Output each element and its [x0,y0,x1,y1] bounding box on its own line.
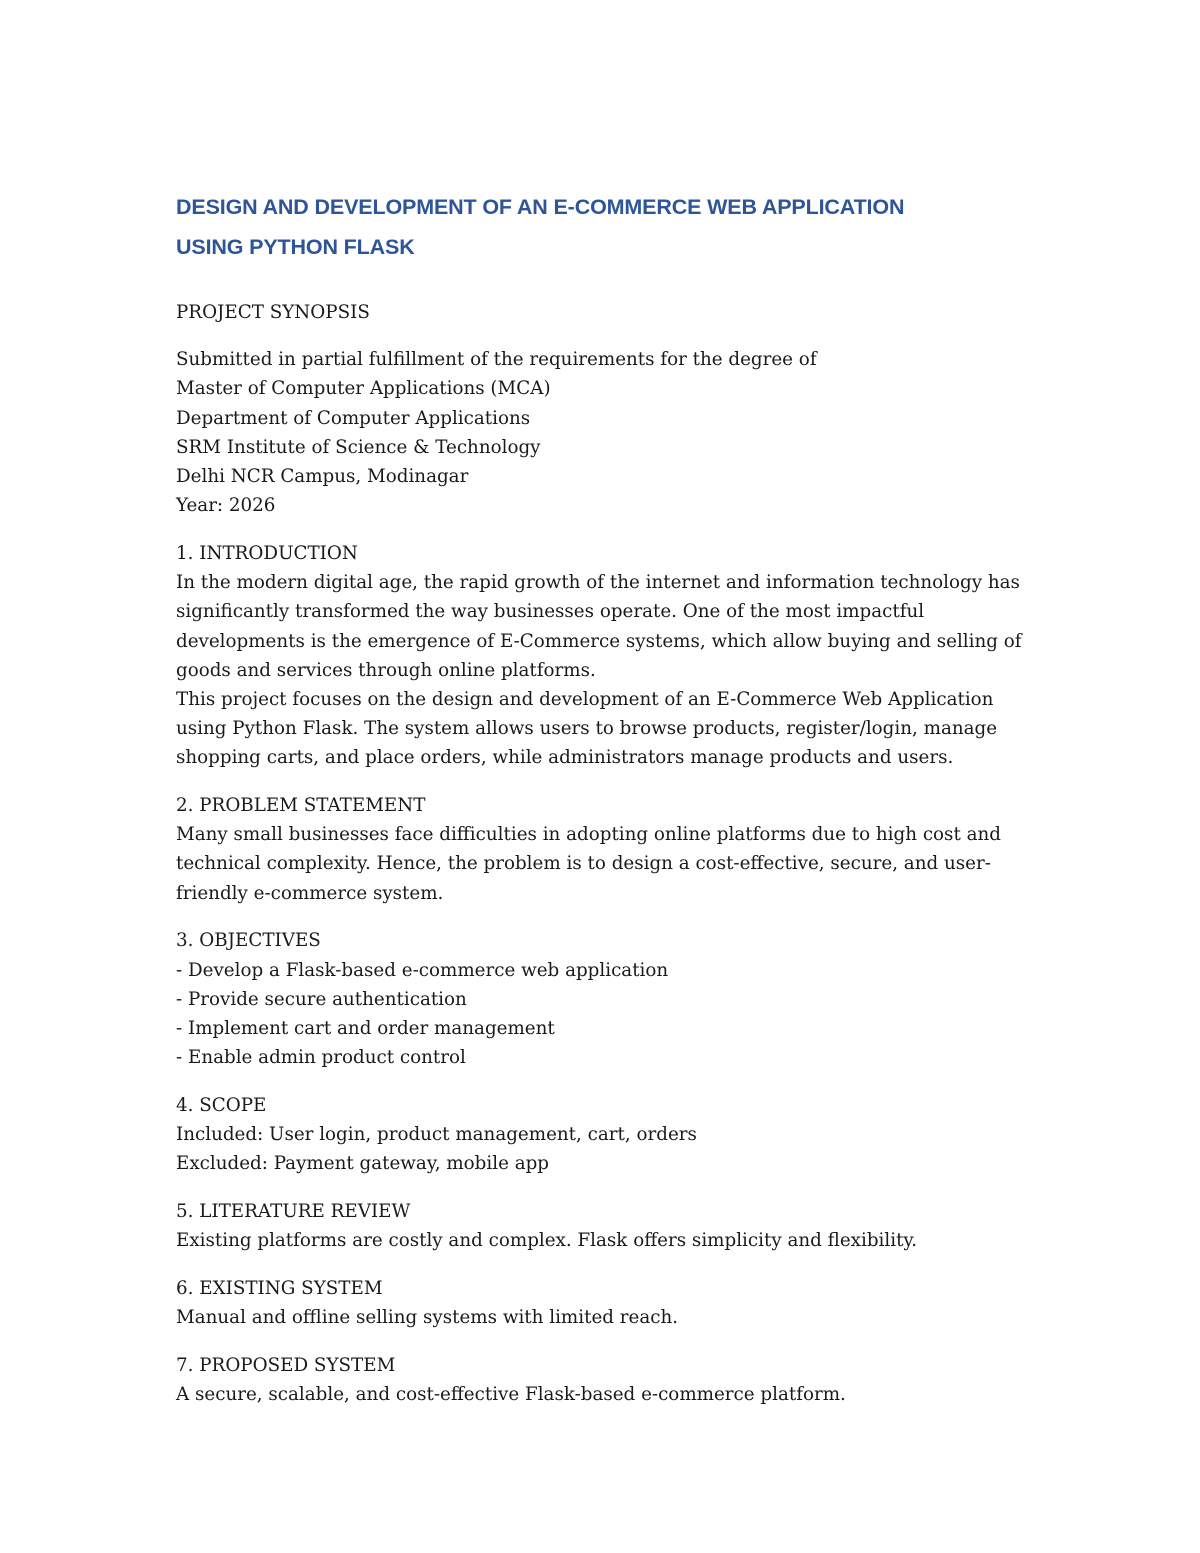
paragraph-line: shopping carts, and place orders, while administrators manage products and users. [176,747,954,769]
section-heading: 1. INTRODUCTION [176,542,358,564]
campus-line: Delhi NCR Campus, Modinagar [176,466,469,488]
section-heading: 6. EXISTING SYSTEM [176,1277,383,1299]
paragraph-line: A secure, scalable, and cost-effective Flask-based e-commerce platform. [176,1384,846,1405]
section-heading: 3. OBJECTIVES [176,930,321,952]
submission-line: Submitted in partial fulfillment of the requirements for the degree of [176,349,817,371]
department-line: Department of Computer Applications [176,407,531,429]
title-line-2: USING PYTHON FLASK [176,234,415,259]
section-introduction [176,539,1036,773]
document-type-label [176,298,1036,327]
section-proposed-system [176,1351,1036,1409]
section-problem-statement [176,791,1036,908]
paragraph-line: significantly transformed the way businesses operate. One of the most impactful [176,601,925,623]
degree-line: Master of Computer Applications (MCA) [176,378,551,400]
paragraph-line: technical complexity. Hence, the problem is to design a cost-effective, secure, and user- [176,853,991,875]
paragraph-line: Excluded: Payment gateway, mobile app [176,1153,550,1175]
section-existing-system [176,1274,1036,1332]
document-body [176,188,1036,1409]
paragraph-line: friendly e-commerce system. [176,882,444,904]
section-heading: 2. PROBLEM STATEMENT [176,795,426,817]
section-heading: 4. SCOPE [176,1094,267,1116]
list-item: - Provide secure authentication [176,988,467,1010]
paragraph-line: goods and services through online platforms. [176,659,596,681]
paragraph-line: Existing platforms are costly and complex. Flask offers simplicity and flexibility. [176,1230,918,1252]
paragraph-line: In the modern digital age, the rapid growth of the internet and information technology has [176,572,1020,594]
section-literature-review [176,1197,1036,1255]
paragraph-line: Manual and offline selling systems with limited reach. [176,1307,679,1329]
synopsis-label: PROJECT SYNOPSIS [176,302,370,323]
year-line: Year: 2026 [176,495,276,517]
section-scope [176,1091,1036,1179]
paragraph-line: This project focuses on the design and development of an E-Commerce Web Application [176,688,994,710]
title-line-1: DESIGN AND DEVELOPMENT OF AN E-COMMERCE WEB APPLICATION [176,195,905,219]
list-item: - Develop a Flask-based e-commerce web application [176,959,669,981]
list-item: - Implement cart and order management [176,1017,555,1039]
section-heading: 5. LITERATURE REVIEW [176,1200,411,1222]
paragraph-line: using Python Flask. The system allows users to browse products, register/login, manage [176,718,998,740]
paragraph-line: Included: User login, product management, cart, orders [176,1124,697,1146]
document-title [176,188,1036,267]
list-item: - Enable admin product control [176,1047,466,1069]
paragraph-line: Many small businesses face difficulties in adopting online platforms due to high cost and [176,824,1001,846]
section-heading: 7. PROPOSED SYSTEM [176,1354,396,1376]
institute-line: SRM Institute of Science & Technology [176,436,541,458]
submission-block [176,345,1036,520]
paragraph-line: developments is the emergence of E-Commerce systems, which allow buying and selling of [176,630,1022,652]
section-objectives [176,926,1036,1072]
